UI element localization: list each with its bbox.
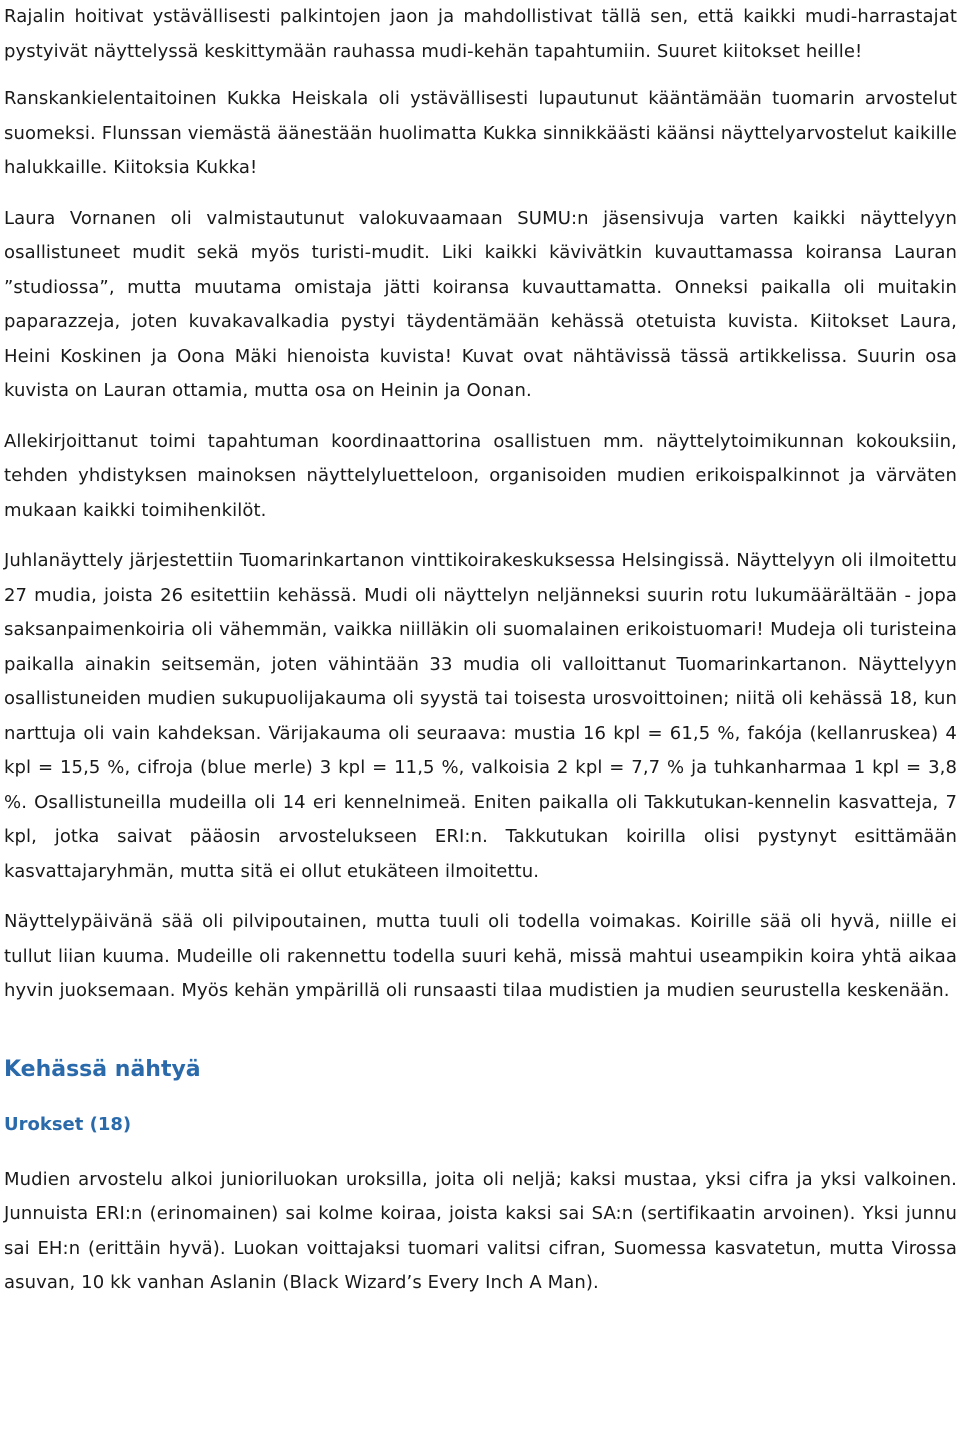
subsection-heading: Urokset (18) — [4, 1113, 132, 1135]
section-heading: Kehässä nähtyä — [4, 1056, 201, 1082]
paragraph-weather: Näyttelypäivänä sää oli pilvipoutainen, mutta tuuli oli todella voimakas. Koirille sää oli hyvä, niille ei tullut liian kuuma. Mudeille oli rakennettu todella suuri kehä, missä mahtui useampikin koira yhtä aikaa hyvin juoksemaan. Myös kehän ympärillä oli runsaasti tilaa mudistien ja mudien seurustella keskenään. — [4, 911, 957, 1001]
paragraph-coordinator: Allekirjoittanut toimi tapahtuman koordinaattorina osallistuen mm. näyttelytoimikunnan kokouksiin, tehden yhdistyksen mainoksen näyttelyluetteloon, organisoiden mudien erikoispalkinnot ja värväten mukaan kaikki toimihenkilöt. — [4, 430, 957, 521]
article-body — [4, 0, 957, 1301]
paragraph-show-summary: Juhlanäyttely järjestettiin Tuomarinkartanon vinttikoirakeskuksessa Helsingissä. Näyttelyyn oli ilmoitettu 27 mudia, joista 26 esitettiin kehässä. Mudi oli näyttelyn neljänneksi suurin rotu lukumäärältään - jopa saksanpaimenkoiria oli vähemmän, vaikka niilläkin oli suomalainen erikoistuomari! Mudeja oli turisteina paikalla ainakin seitsemän, joten vähintään 33 mudia oli valloittanut Tuomarinkartanon. Näyttelyyn osallistuneiden mudien sukupuolijakauma oli syystä tai toisesta urosvoittoinen; niitä oli kehässä 18, kun narttuja oli vain kahdeksan. Värijakauma oli seuraava: mustia 16 kpl = 61,5 %, fakója (kellanruskea) 4 kpl = 15,5 %, cifroja (blue merle) 3 kpl = 11,5 %, valkoisia 2 kpl = 7,7 % ja tuhkanharmaa 1 kpl = 3,8 %. Osallistuneilla mudeilla oli 14 eri kennelnimeä. Eniten paikalla oli Takkutukan-kennelin kasvatteja, 7 kpl, jotka saivat pääosin arvostelukseen ERI:n. Takkutukan koirilla olisi pystynyt esittämään kasvattajaryhmän, mutta sitä ei ollut etukäteen ilmoitettu. — [4, 550, 957, 882]
paragraph-thanks-rajal: Rajalin hoitivat ystävällisesti palkintojen jaon ja mahdollistivat tällä sen, että kaikki mudi-harrastajat pystyivät näyttelyssä keskittymään rauhassa mudi-kehän tapahtumiin. Suuret kiitokset heille! — [4, 6, 957, 62]
paragraph-junior-males: Mudien arvostelu alkoi junioriluokan uroksilla, joita oli neljä; kaksi mustaa, yksi cifra ja yksi valkoinen. Junnuista ERI:n (erinomainen) sai kolme koiraa, joista kaksi sai SA:n (sertifikaatin arvoinen). Yksi junnu sai EH:n (erittäin hyvä). Luokan voittajaksi tuomari valitsi cifran, Suomessa kasvatetun, mutta Virossa asuvan, 10 kk vanhan Aslanin (Black Wizard’s Every Inch A Man). — [4, 1168, 957, 1293]
paragraph-kukka-heiskala: Ranskankielentaitoinen Kukka Heiskala oli ystävällisesti lupautunut kääntämään tuomarin arvostelut suomeksi. Flunssan viemästä äänestään huolimatta Kukka sinnikkäästi käänsi näyttelyarvostelut kaikille halukkaille. Kiitoksia Kukka! — [4, 88, 957, 178]
paragraph-laura-vornanen: Laura Vornanen oli valmistautunut valokuvaamaan SUMU:n jäsensivuja varten kaikki näyttelyyn osallistuneet mudit sekä myös turisti-mudit. Liki kaikki kävivätkin kuvauttamassa koiransa Lauran ”studiossa”, mutta muutama omistaja jätti koiransa kuvauttamatta. Onneksi paikalla oli muitakin paparazzeja, joten kuvakavalkadia pystyi täydentämään kehässä otetuista kuvista. Kiitokset Laura, Heini Koskinen ja Oona Mäki hienoista kuvista! Kuvat ovat nähtävissä tässä artikkelissa. Suurin osa kuvista on Lauran ottamia, mutta osa on Heinin ja Oonan. — [4, 207, 957, 401]
